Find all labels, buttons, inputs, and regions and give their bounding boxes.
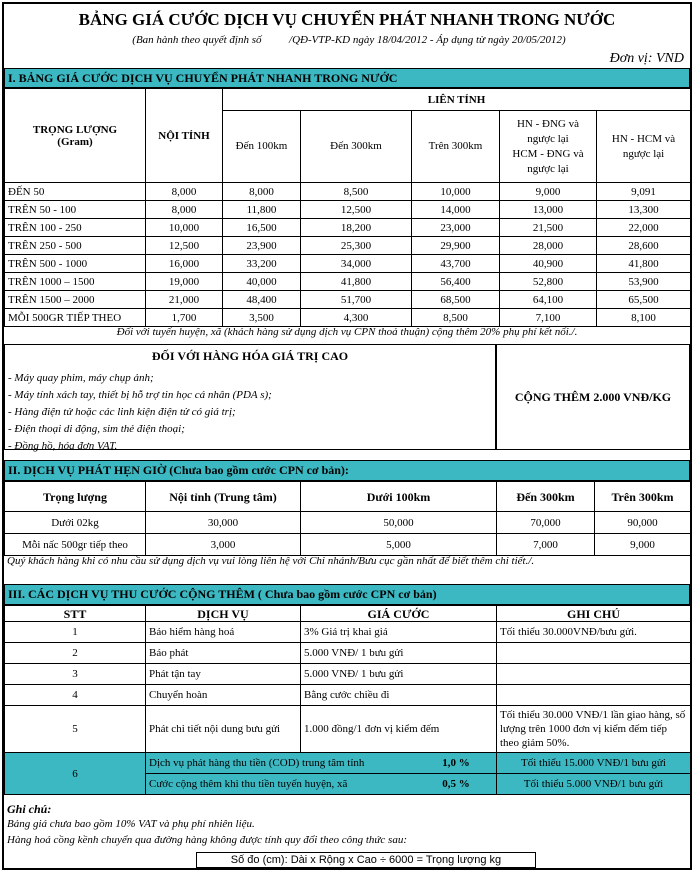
price-cell: 23,900 [223, 237, 301, 255]
price-cell: 1,700 [146, 309, 223, 327]
s2-header-3: Đến 300km [497, 482, 595, 512]
surcharge-table [4, 605, 691, 795]
price-cell: 21,000 [146, 291, 223, 309]
valuable-item: - Đồng hồ, hóa đơn VAT. [8, 440, 118, 452]
s3-cell: 4 [5, 685, 146, 706]
s3-row [5, 706, 691, 753]
price-cell: 9,091 [597, 183, 691, 201]
weight-cell: TRÊN 1000 – 1500 [5, 273, 146, 291]
price-cell: 25,300 [301, 237, 412, 255]
s3-header-1: DỊCH VỤ [146, 606, 301, 622]
s3-cell: 5 [5, 706, 146, 753]
price-cell: 16,000 [146, 255, 223, 273]
s3-cell: Phát chi tiết nội dung bưu gửi [146, 706, 301, 753]
sub-header-1: Đến 300km [301, 111, 412, 183]
weight-cell: ĐẾN 50 [5, 183, 146, 201]
cod-note: Tối thiểu 15.000 VNĐ/1 bưu gửi [497, 753, 691, 774]
price-cell: 3,500 [223, 309, 301, 327]
price-cell: 8,500 [412, 309, 500, 327]
price-row [5, 255, 691, 273]
price-cell: 29,900 [412, 237, 500, 255]
scheduled-table [4, 481, 691, 556]
section2-title: II. DỊCH VỤ PHÁT HẸN GIỜ (Chưa bao gồm cước CPN cơ bản): [4, 460, 690, 481]
price-cell: 43,700 [412, 255, 500, 273]
cod-rate: 0,5 % [442, 778, 470, 790]
cod-cell-wrap [146, 753, 496, 773]
footer-label: Ghi chú: [7, 802, 52, 816]
s3-cell: Bảo hiểm hàng hoá [146, 622, 301, 643]
s2-cell: 3,000 [146, 534, 301, 556]
s3-header-2: GIÁ CƯỚC [301, 606, 497, 622]
s3-cell [497, 664, 691, 685]
price-table [4, 88, 691, 327]
price-cell: 23,000 [412, 219, 500, 237]
weight-cell: MỖI 500GR TIẾP THEO [5, 309, 146, 327]
price-cell: 8,500 [301, 183, 412, 201]
price-cell: 48,400 [223, 291, 301, 309]
s2-cell: Dưới 02kg [5, 512, 146, 534]
price-cell: 12,500 [301, 201, 412, 219]
price-cell: 16,500 [223, 219, 301, 237]
price-row [5, 201, 691, 219]
sub-header-0: Đến 100km [223, 111, 301, 183]
price-cell: 51,700 [301, 291, 412, 309]
unit-label: Đơn vị: VND [609, 51, 684, 66]
s2-header-0: Trọng lượng [5, 482, 146, 512]
s2-cell: 70,000 [497, 512, 595, 534]
cod-note: Tối thiểu 5.000 VNĐ/1 bưu gửi [497, 774, 691, 795]
price-cell: 8,000 [146, 201, 223, 219]
valuable-title: ĐỐI VỚI HÀNG HÓA GIÁ TRỊ CAO [151, 349, 349, 363]
section1-title: I. BẢNG GIÁ CƯỚC DỊCH VỤ CHUYỂN PHÁT NHANH TRONG NƯỚC [4, 68, 690, 88]
price-row [5, 237, 691, 255]
s3-row [5, 685, 691, 706]
s3-cell: Chuyển hoàn [146, 685, 301, 706]
price-cell: 40,000 [223, 273, 301, 291]
s3-cell [497, 643, 691, 664]
price-cell: 28,600 [597, 237, 691, 255]
price-row [5, 291, 691, 309]
footer-formula: Số đo (cm): Dài x Rộng x Cao ÷ 6000 = Trọng lượng kg [196, 852, 536, 868]
s2-header-2: Dưới 100km [301, 482, 497, 512]
price-cell: 41,800 [597, 255, 691, 273]
sub-header-2: Trên 300km [412, 111, 500, 183]
s2-cell: 9,000 [595, 534, 691, 556]
cod-cell [146, 753, 497, 774]
footer-line2: Hàng hoá cồng kềnh chuyển qua đường hàng không được tính quy đổi theo công thức sau: [7, 834, 407, 846]
price-sheet [2, 2, 692, 870]
cod-service: Dịch vụ phát hàng thu tiền (COD) trung tâm tỉnh [149, 757, 365, 769]
price-cell: 10,000 [146, 219, 223, 237]
price-cell: 4,300 [301, 309, 412, 327]
price-cell: 14,000 [412, 201, 500, 219]
price-cell: 56,400 [412, 273, 500, 291]
price-row [5, 273, 691, 291]
cod-stt: 6 [5, 753, 146, 795]
weight-cell: TRÊN 100 - 250 [5, 219, 146, 237]
price-cell: 41,800 [301, 273, 412, 291]
price-cell: 13,000 [500, 201, 597, 219]
price-row [5, 183, 691, 201]
price-cell: 8,100 [597, 309, 691, 327]
price-cell: 64,100 [500, 291, 597, 309]
col-local-header: NỘI TỈNH [146, 89, 223, 183]
s2-cell: Mỗi nấc 500gr tiếp theo [5, 534, 146, 556]
price-cell: 13,300 [597, 201, 691, 219]
weight-cell: TRÊN 500 - 1000 [5, 255, 146, 273]
price-cell: 12,500 [146, 237, 223, 255]
price-cell: 8,000 [146, 183, 223, 201]
valuable-list [5, 370, 495, 455]
s3-cell: 5.000 VNĐ/ 1 bưu gửi [301, 643, 497, 664]
valuable-item: - Máy quay phim, máy chụp ảnh; [8, 372, 154, 384]
s3-cell: Báo phát [146, 643, 301, 664]
price-row [5, 309, 691, 327]
price-cell: 9,000 [500, 183, 597, 201]
price-cell: 53,900 [597, 273, 691, 291]
page-subtitle: (Ban hành theo quyết định số /QĐ-VTP-KD ngày 18/04/2012 - Áp dụng từ ngày 20/05/2012) [132, 34, 566, 46]
price-cell: 22,000 [597, 219, 691, 237]
page-title: BẢNG GIÁ CƯỚC DỊCH VỤ CHUYỂN PHÁT NHANH TRONG NƯỚC [78, 10, 616, 29]
price-row [5, 219, 691, 237]
s3-cell: 2 [5, 643, 146, 664]
s2-row [5, 512, 691, 534]
price-cell: 8,000 [223, 183, 301, 201]
valuable-item: - Hàng điện tử hoặc các linh kiện điện tử có giá trị; [8, 406, 236, 418]
price-cell: 18,200 [301, 219, 412, 237]
footer-line1: Bảng giá chưa bao gồm 10% VAT và phụ phí nhiên liệu. [7, 818, 255, 830]
weight-cell: TRÊN 250 - 500 [5, 237, 146, 255]
weight-cell: TRÊN 50 - 100 [5, 201, 146, 219]
s3-row [5, 643, 691, 664]
valuable-box [4, 344, 496, 450]
section1-note: Đối với tuyến huyện, xã (khách hàng sử dụng dịch vụ CPN thoả thuận) cộng thêm 20% phụ phí kết nối./. [116, 326, 578, 338]
price-cell: 33,200 [223, 255, 301, 273]
price-cell: 52,800 [500, 273, 597, 291]
s3-header-0: STT [5, 606, 146, 622]
s2-cell: 50,000 [301, 512, 497, 534]
s3-row [5, 664, 691, 685]
col-weight-header: TRỌNG LƯỢNG (Gram) [5, 89, 146, 183]
section3-title: III. CÁC DỊCH VỤ THU CƯỚC CỘNG THÊM ( Chưa bao gồm cước CPN cơ bản) [4, 584, 690, 605]
s3-cell: 3 [5, 664, 146, 685]
valuable-surcharge: CỘNG THÊM 2.000 VNĐ/KG [496, 344, 690, 450]
s2-cell: 90,000 [595, 512, 691, 534]
s3-cell: 3% Giá trị khai giá [301, 622, 497, 643]
s2-cell: 7,000 [497, 534, 595, 556]
s2-header-1: Nội tỉnh (Trung tâm) [146, 482, 301, 512]
valuable-item: - Điện thoại di động, sim thẻ điện thoại; [8, 423, 185, 435]
price-cell: 10,000 [412, 183, 500, 201]
cod-row [5, 753, 691, 774]
s2-cell: 30,000 [146, 512, 301, 534]
cod-rate: 1,0 % [442, 757, 470, 769]
s3-cell: Tối thiểu 30.000 VNĐ/1 lần giao hàng, số lượng trên 1000 đơn vị kiểm đếm tiếp theo giảm 50%. [497, 706, 691, 753]
price-cell: 68,500 [412, 291, 500, 309]
price-cell: 34,000 [301, 255, 412, 273]
s3-header-3: GHI CHÚ [497, 606, 691, 622]
s2-header-4: Trên 300km [595, 482, 691, 512]
s3-row [5, 622, 691, 643]
s3-cell: Phát tận tay [146, 664, 301, 685]
price-cell: 40,900 [500, 255, 597, 273]
s3-cell [497, 685, 691, 706]
sub-header-4: HN - HCM và ngược lại [597, 111, 691, 183]
col-inter-header: LIÊN TỈNH [223, 89, 691, 111]
s2-cell: 5,000 [301, 534, 497, 556]
s3-cell: 1.000 đồng/1 đơn vị kiểm đếm [301, 706, 497, 753]
sub-header-3: HN - ĐNG và ngược lại HCM - ĐNG và ngược lại [500, 111, 597, 183]
cod-cell-wrap [146, 774, 496, 794]
valuable-item: - Máy tính xách tay, thiết bị hỗ trợ tin học cá nhân (PDA s); [8, 389, 272, 401]
s3-cell: 5.000 VNĐ/ 1 bưu gửi [301, 664, 497, 685]
s3-cell: Bằng cước chiều đi [301, 685, 497, 706]
price-cell: 19,000 [146, 273, 223, 291]
price-cell: 65,500 [597, 291, 691, 309]
price-cell: 11,800 [223, 201, 301, 219]
s2-row [5, 534, 691, 556]
s3-cell: Tối thiểu 30.000VNĐ/bưu gửi. [497, 622, 691, 643]
price-cell: 28,000 [500, 237, 597, 255]
section2-note: Quý khách hàng khi có nhu cầu sử dụng dịch vụ vui lòng liên hệ với Chi nhánh/Bưu cục gần nhất để biết thêm chi tiết./. [7, 555, 535, 567]
weight-cell: TRÊN 1500 – 2000 [5, 291, 146, 309]
price-cell: 21,500 [500, 219, 597, 237]
cod-service: Cước cộng thêm khi thu tiền tuyến huyện, xã [149, 778, 348, 790]
price-cell: 7,100 [500, 309, 597, 327]
cod-cell [146, 774, 497, 795]
s3-cell: 1 [5, 622, 146, 643]
